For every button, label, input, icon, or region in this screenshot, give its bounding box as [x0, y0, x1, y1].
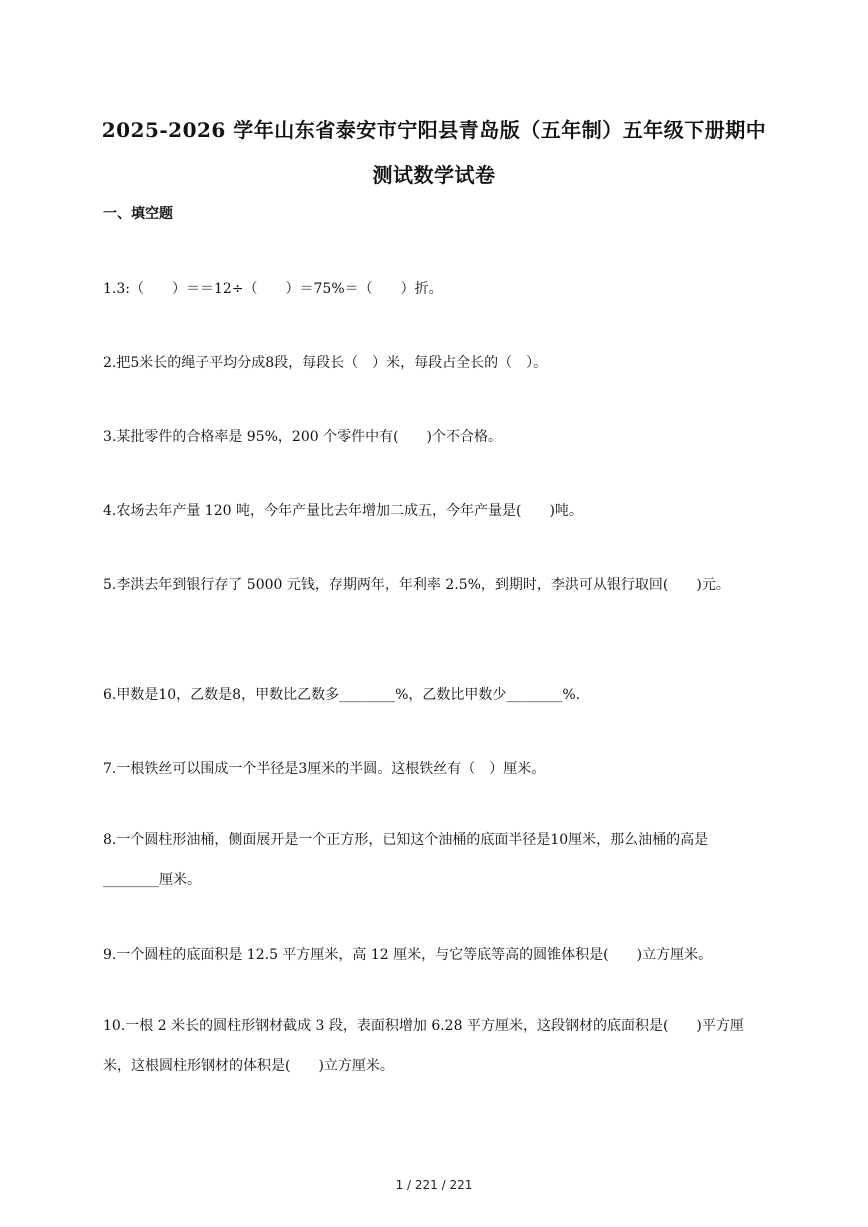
question-10: 10.一根 2 米长的圆柱形钢材截成 3 段，表面积增加 6.28 平方厘米，这段钢材的底面积是( )平方厘米，这根圆柱形钢材的体积是( )立方厘米。 — [103, 1018, 744, 1074]
question-6: 6.甲数是10，乙数是8，甲数比乙数多________%，乙数比甲数少________%. — [103, 687, 581, 703]
page-indicator: 1 / 221 / 221 — [395, 1178, 473, 1192]
document-title-line1: 2025-2026 学年山东省泰安市宁阳县青岛版（五年制）五年级下册期中 — [101, 118, 767, 142]
question-5: 5.李洪去年到银行存了 5000 元钱，存期两年，年利率 2.5%，到期时，李洪可从银行取回( )元。 — [103, 577, 730, 593]
section-heading: 一、填空题 — [103, 206, 173, 222]
question-4: 4.农场去年产量 120 吨，今年产量比去年增加二成五，今年产量是( )吨。 — [103, 503, 583, 519]
question-7: 7.一根铁丝可以围成一个半径是3厘米的半圆。这根铁丝有（ ）厘米。 — [103, 761, 546, 777]
question-3: 3.某批零件的合格率是 95%，200 个零件中有( )个不合格。 — [103, 429, 503, 445]
question-9: 9.一个圆柱的底面积是 12.5 平方厘米，高 12 厘米，与它等底等高的圆锥体积是( )立方厘米。 — [103, 947, 713, 963]
question-8: 8.一个圆柱形油桶，侧面展开是一个正方形，已知这个油桶的底面半径是10厘米，那么油桶的高是________厘米。 — [103, 832, 709, 888]
question-1: 1.3:（ ）＝＝12÷（ ）＝75%＝（ ）折。 — [103, 281, 443, 297]
question-2: 2.把5米长的绳子平均分成8段，每段长（ ）米，每段占全长的（ ）。 — [103, 355, 548, 371]
document-title-line2: 测试数学试卷 — [372, 163, 496, 187]
